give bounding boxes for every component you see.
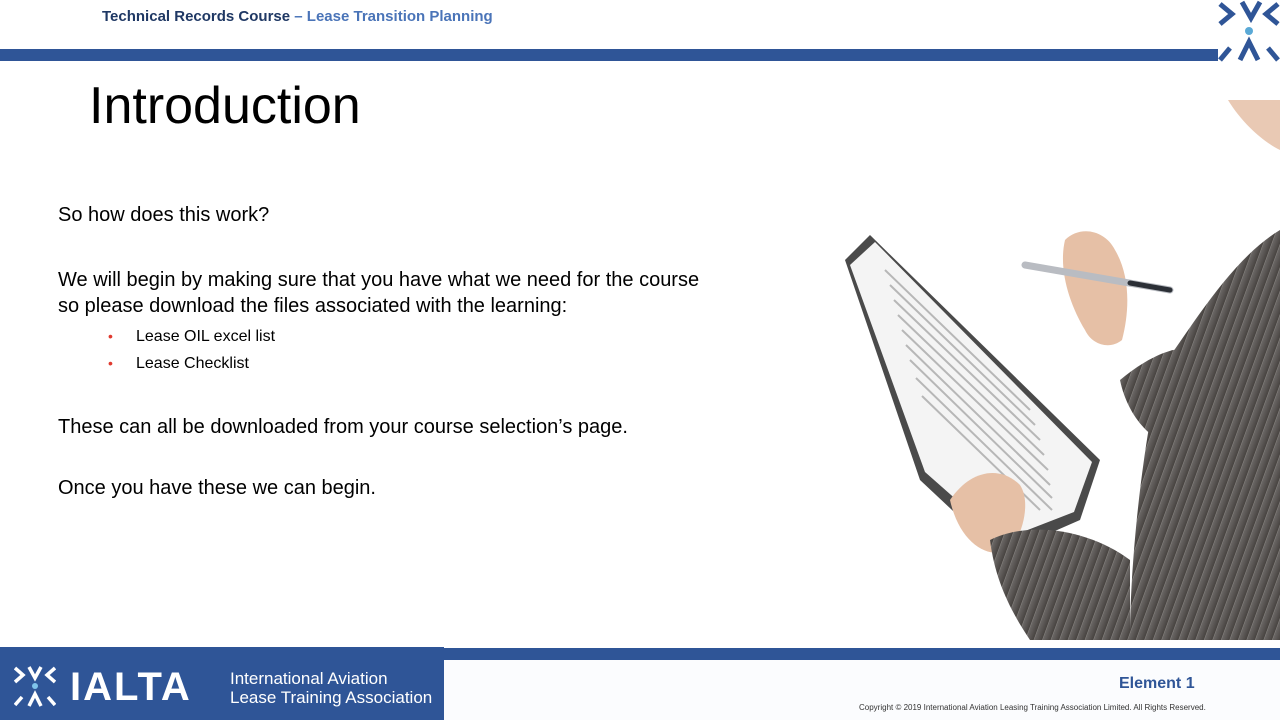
list-item [108, 323, 275, 350]
person-with-documents-image [830, 100, 1280, 640]
list-item-label: Lease OIL excel list [136, 328, 276, 345]
list-item-label: Lease Checklist [136, 355, 249, 372]
download-location-text: These can all be downloaded from your course selection’s page. [58, 416, 628, 438]
ialta-footer-logo [0, 647, 444, 720]
ialta-emblem-icon [1218, 0, 1280, 62]
ialta-wordmark: IALTA [70, 665, 192, 709]
download-file-list [108, 323, 275, 377]
footer-divider-bar [444, 648, 1280, 660]
slide-title: Introduction [89, 77, 361, 135]
list-item [108, 350, 275, 377]
header-divider-bar [0, 49, 1220, 61]
course-header [102, 8, 493, 25]
copyright-notice: Copyright © 2019 International Aviation Leasing Training Association Limited. All Rights Reserved. [859, 703, 1206, 712]
instructions-line-1: We will begin by making sure that you have what we need for the course [58, 269, 700, 291]
ialta-emblem-icon [14, 665, 56, 707]
brand-name-line-1: International Aviation [230, 669, 388, 688]
bullet-icon: • [108, 355, 113, 371]
course-name: Technical Records Course [102, 8, 291, 25]
element-label: Element 1 [1119, 675, 1195, 692]
intro-question: So how does this work? [58, 204, 270, 226]
instructions-paragraph [58, 267, 699, 319]
bullet-icon: • [108, 328, 113, 344]
course-subtitle: – Lease Transition Planning [294, 8, 493, 25]
brand-name-line-2: Lease Training Association [230, 688, 433, 707]
closing-text: Once you have these we can begin. [58, 477, 376, 499]
instructions-line-2: so please download the files associated with the learning: [58, 295, 568, 317]
